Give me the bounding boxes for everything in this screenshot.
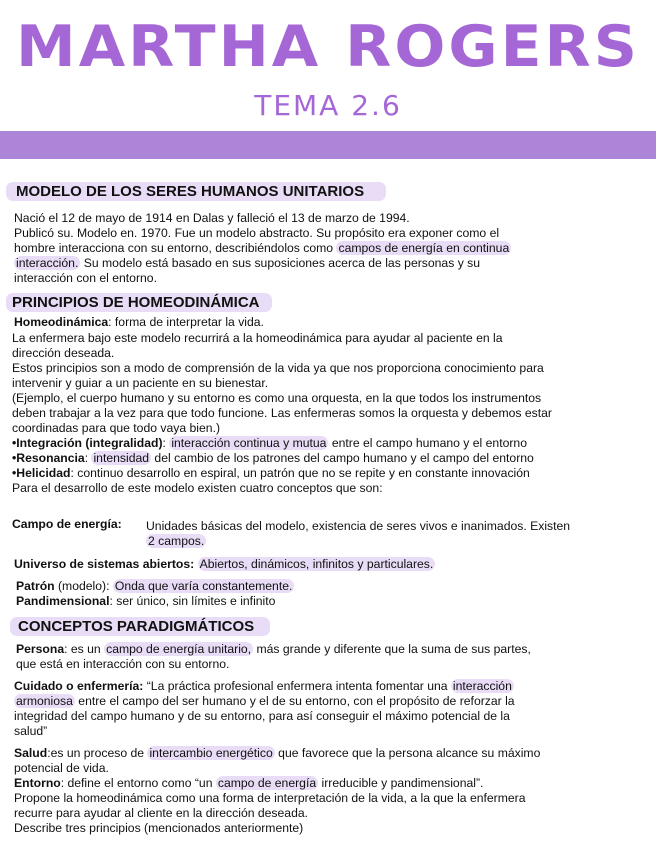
concept-persona-line: Persona: es un campo de energía unitario, más grande y diferente que la suma de sus partes,	[16, 642, 531, 656]
principle-integracion: •Integración (integralidad): interacción continua y mutua entre el campo humano y el entorno	[12, 436, 527, 450]
concept-cuidado-line: armoniosa entre el campo del ser humano y el de su entorno, con el propósito de reforzar la	[16, 694, 515, 708]
highlight: Abiertos, dinámicos, infinitos y particulares.	[199, 557, 434, 571]
concept-patron-line: Patrón (modelo): Onda que varía constantemente.	[16, 579, 293, 593]
principios-line: La enfermera bajo este modelo recurrirá a la homeodinámica para ayudar al paciente en la	[12, 331, 503, 345]
concept-persona	[16, 642, 646, 672]
final-line: recurre para ayudar al cliente en la dirección deseada.	[14, 806, 309, 820]
highlight: campos de energía en continua	[338, 241, 510, 255]
highlight: intercambio energético	[149, 746, 273, 760]
principios-line: Para el desarrollo de este modelo existen cuatro conceptos que son:	[12, 481, 383, 495]
highlight: campo de energía unitario,	[106, 642, 252, 656]
concept-patron	[16, 579, 646, 609]
modelo-line: interacción. Su modelo está basado en sus suposiciones acerca de las personas y su	[16, 256, 481, 270]
concept-cuidado	[14, 679, 648, 739]
page-title: MARTHA ROGERS	[16, 13, 640, 81]
principios-line: dirección deseada.	[12, 346, 115, 360]
principios-line: coordinadas para que todo vaya bien.)	[12, 421, 221, 435]
modelo-body	[14, 211, 644, 286]
principle-resonancia: •Resonancia: intensidad del cambio de los patrones del campo humano y el campo del entorno	[12, 451, 534, 465]
concept-salud-line: potencial de vida.	[14, 761, 109, 775]
highlight: campo de energía	[217, 776, 317, 790]
modelo-line: interacción con el entorno.	[14, 271, 157, 285]
concept-pandi-line: Pandimensional: ser único, sin límites e infinito	[16, 594, 276, 608]
concept-salud-line: Salud:es un proceso de intercambio energético que favorece que la persona alcance su máximo	[14, 746, 541, 760]
final-line: Propone la homeodinámica como una forma de interpretación de la vida, a la que la enfermera	[14, 791, 526, 805]
principios-body	[14, 315, 644, 330]
modelo-line: hombre interacciona con su entorno, describiéndolos como campos de energía en continua	[14, 241, 510, 255]
section-heading-modelo: MODELO DE LOS SERES HUMANOS UNITARIOS	[6, 182, 386, 201]
modelo-line: Nació el 12 de mayo de 1914 en Dalas y falleció el 13 de marzo de 1994.	[14, 211, 410, 225]
principios-line: intervenir y guiar a un paciente en su bienestar.	[12, 376, 269, 390]
concept-salud-entorno	[14, 746, 648, 836]
concept-campo-term: Campo de energía:	[12, 517, 122, 531]
concept-cuidado-line: salud”	[14, 724, 48, 738]
page-subtitle: TEMA 2.6	[254, 89, 402, 122]
section-heading-principios: PRINCIPIOS DE HOMEODINÁMICA	[6, 293, 272, 312]
highlight: 2 campos.	[148, 534, 205, 548]
principios-line: Estos principios son a modo de comprensión de la vida ya que nos proporciona conocimiento para	[12, 361, 544, 375]
principios-line: deben trabajar a la vez para que todo funcione. Las enfermeras somos la orquesta y debemos estar	[12, 406, 552, 420]
principios-line: Homeodinámica: forma de interpretar la vida.	[14, 315, 264, 329]
highlight: intensidad	[93, 451, 150, 465]
concept-entorno-line: Entorno: define el entorno como “un campo de energía irreducible y pandimensional”.	[14, 776, 484, 790]
final-line: Describe tres principios (mencionados anteriormente)	[14, 821, 304, 835]
principle-helicidad: •Helicidad: continuo desarrollo en espiral, un patrón que no se repite y en constante innovación	[12, 466, 530, 480]
concept-universo: Universo de sistemas abiertos: Abiertos, dinámicos, infinitos y particulares.	[14, 557, 434, 571]
concept-cuidado-line: integridad del campo humano y de su entorno, para así conseguir el máximo potencial de la	[14, 709, 510, 723]
concept-cuidado-line: Cuidado o enfermería: “La práctica profesional enfermera intenta fomentar una interacción	[14, 679, 512, 693]
highlight: interacción	[452, 679, 512, 693]
concept-campo-line: Unidades básicas del modelo, existencia de seres vivos e inanimados. Existen	[146, 519, 571, 533]
highlight: interacción continua y mutua	[171, 436, 327, 450]
header-divider-band	[0, 131, 656, 159]
modelo-line: Publicó su. Modelo en. 1970. Fue un modelo abstracto. Su propósito era exponer como el	[14, 226, 500, 240]
principios-line: (Ejemplo, el cuerpo humano y su entorno es como una orquesta, en la que todos los instrumentos	[12, 391, 542, 405]
highlight: armoniosa	[16, 694, 73, 708]
section-heading-conceptos: CONCEPTOS PARADIGMÁTICOS	[10, 617, 270, 636]
concept-persona-line: que está en interacción con su entorno.	[16, 657, 230, 671]
highlight: Onda que varía constantemente.	[114, 579, 293, 593]
concept-campo-def	[146, 519, 646, 549]
concept-campo-line	[146, 534, 646, 549]
principios-paragraphs	[12, 331, 648, 496]
highlight: interacción.	[16, 256, 79, 270]
